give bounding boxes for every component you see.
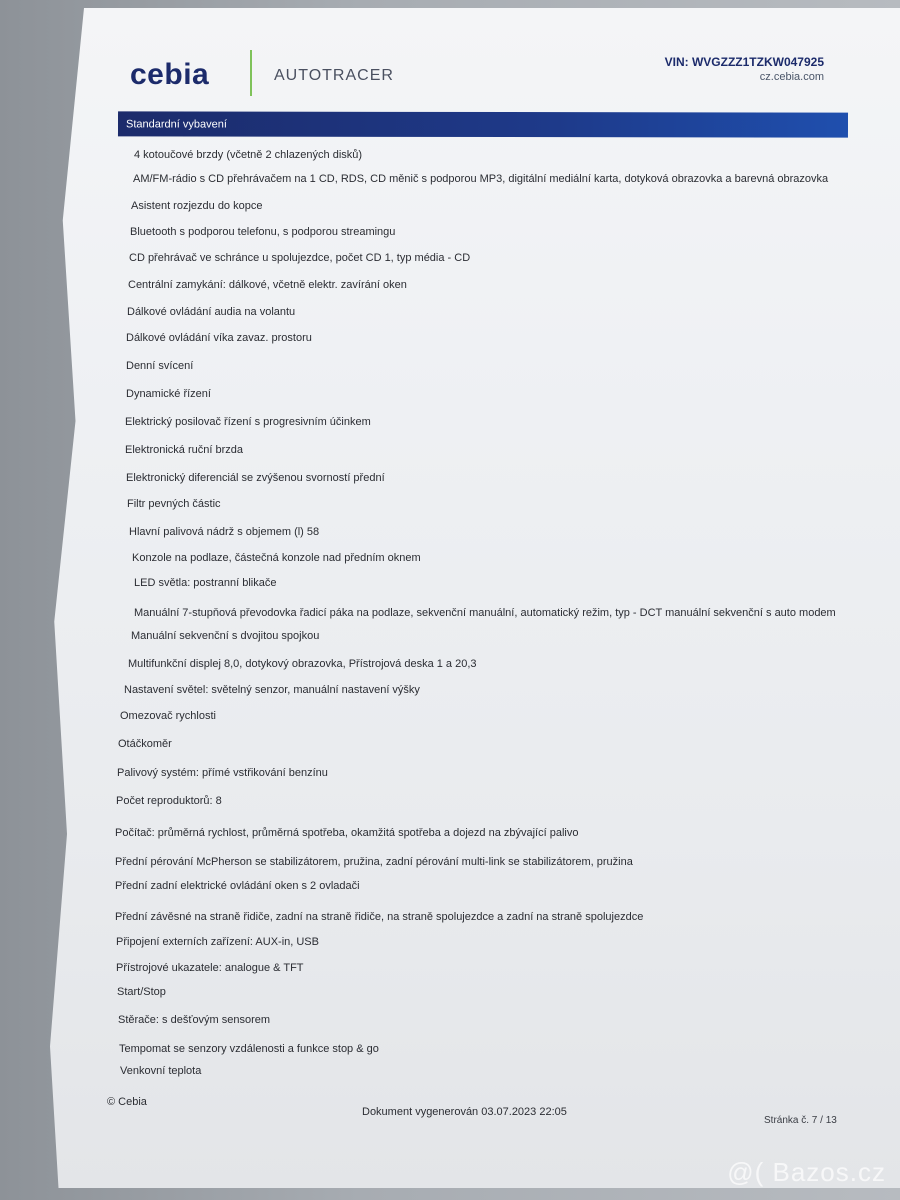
equipment-item: Konzole na podlaze, částečná konzole nad předním oknem bbox=[132, 552, 421, 564]
equipment-item: AM/FM-rádio s CD přehrávačem na 1 CD, RDS, CD měnič s podporou MP3, digitální mediální karta, dotyková obrazovka a barevná obrazovka bbox=[133, 173, 829, 185]
equipment-item: LED světla: postranní blikače bbox=[134, 577, 277, 589]
equipment-item: Multifunkční displej 8,0, dotykový obrazovka, Přístrojová deska 1 a 20,3 bbox=[128, 658, 477, 670]
equipment-item: Dálkové ovládání audia na volantu bbox=[127, 306, 296, 318]
equipment-item: Přední závěsné na straně řidiče, zadní na straně řidiče, na straně spolujezdce a zadní na straně spolujezdce bbox=[115, 911, 644, 923]
equipment-item: Dynamické řízení bbox=[126, 388, 211, 400]
equipment-item: Palivový systém: přímé vstřikování benzínu bbox=[117, 767, 328, 779]
equipment-item: Denní svícení bbox=[126, 360, 194, 372]
equipment-item: Tempomat se senzory vzdálenosti a funkce stop & go bbox=[119, 1043, 379, 1055]
equipment-item: Venkovní teplota bbox=[120, 1065, 202, 1077]
equipment-item: Manuální sekvenční s dvojitou spojkou bbox=[131, 630, 320, 642]
footer-generated-date: Dokument vygenerován 03.07.2023 22:05 bbox=[362, 1106, 567, 1118]
watermark-text: @( Bazos.cz bbox=[727, 1157, 886, 1187]
vin-number: VIN: WVGZZZ1TZKW047925 bbox=[664, 55, 824, 69]
equipment-item: Přední zadní elektrické ovládání oken s 2 ovladači bbox=[115, 880, 360, 892]
equipment-item: Hlavní palivová nádrž s objemem (l) 58 bbox=[129, 526, 320, 538]
document-page bbox=[50, 8, 900, 1188]
equipment-item: Přístrojové ukazatele: analogue & TFT bbox=[116, 962, 304, 974]
equipment-item: Manuální 7-stupňová převodovka řadicí páka na podlaze, sekvenční manuální, automatický režim, typ - DCT manuální sekvenční s auto modem bbox=[134, 607, 836, 619]
equipment-item: Počet reproduktorů: 8 bbox=[116, 795, 222, 807]
website-text: cz.cebia.com bbox=[759, 71, 824, 83]
equipment-item: Asistent rozjezdu do kopce bbox=[131, 200, 263, 212]
section-header bbox=[118, 111, 848, 137]
equipment-item: CD přehrávač ve schránce u spolujezdce, počet CD 1, typ média - CD bbox=[129, 252, 471, 264]
cebia-logo: cebia bbox=[130, 58, 210, 91]
equipment-item: Start/Stop bbox=[117, 986, 166, 998]
product-name: AUTOTRACER bbox=[274, 67, 394, 84]
equipment-item: Počítač: průměrná rychlost, průměrná spotřeba, okamžitá spotřeba a dojezd na zbývající palivo bbox=[115, 827, 579, 839]
equipment-item: Bluetooth s podporou telefonu, s podporou streamingu bbox=[130, 226, 396, 238]
equipment-item: Centrální zamykání: dálkové, včetně elektr. zavírání oken bbox=[128, 279, 407, 291]
equipment-item: Omezovač rychlosti bbox=[120, 710, 216, 722]
footer-copyright: © Cebia bbox=[107, 1096, 147, 1108]
equipment-item: Dálkové ovládání víka zavaz. prostoru bbox=[126, 332, 312, 344]
logo-divider bbox=[250, 50, 252, 96]
equipment-item: Nastavení světel: světelný senzor, manuální nastavení výšky bbox=[124, 684, 420, 696]
equipment-item: Filtr pevných částic bbox=[127, 498, 221, 510]
equipment-item: Elektronický diferenciál se zvýšenou svorností přední bbox=[126, 472, 385, 484]
equipment-item: Připojení externích zařízení: AUX-in, USB bbox=[116, 936, 319, 948]
equipment-item: Elektronická ruční brzda bbox=[125, 444, 243, 456]
equipment-item: Elektrický posilovač řízení s progresivním účinkem bbox=[125, 416, 371, 428]
section-title: Standardní vybavení bbox=[125, 118, 227, 131]
equipment-item: 4 kotoučové brzdy (včetně 2 chlazených disků) bbox=[134, 149, 363, 161]
footer-page-number: Stránka č. 7 / 13 bbox=[764, 1115, 837, 1126]
equipment-item: Stěrače: s dešťovým sensorem bbox=[118, 1014, 271, 1026]
equipment-item: Přední pérování McPherson se stabilizátorem, pružina, zadní pérování multi-link se stabilizátorem, pružina bbox=[115, 856, 633, 868]
equipment-item: Otáčkoměr bbox=[118, 738, 172, 750]
